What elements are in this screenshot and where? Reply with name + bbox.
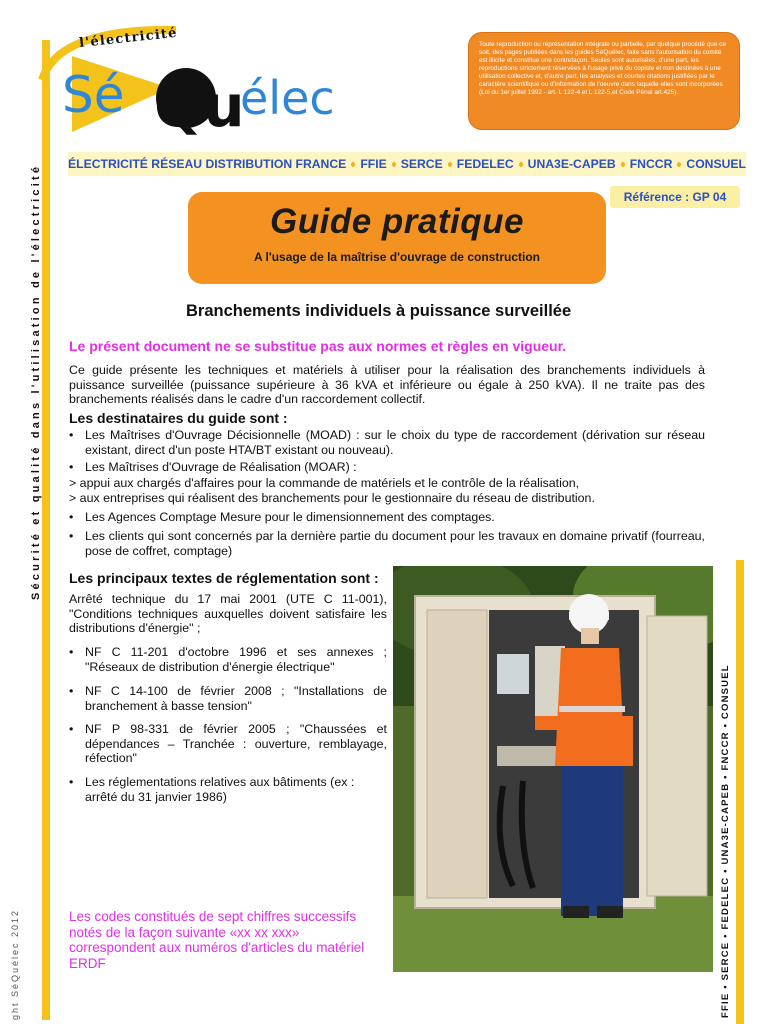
partner-separator-dot bbox=[392, 162, 396, 167]
sequelec-logo bbox=[58, 48, 358, 140]
reference-badge: Référence : GP 04 bbox=[610, 186, 740, 208]
partner-serce: SERCE bbox=[400, 157, 443, 171]
left-yellow-band bbox=[42, 40, 50, 1020]
bullet-icon: • bbox=[69, 529, 74, 543]
partner-separator-dot bbox=[448, 162, 452, 167]
bullet-icon: • bbox=[69, 428, 74, 442]
reglementation-intro: Arrêté technique du 17 mai 2001 (UTE C 11-001), "Conditions techniques auxquelles doivent satisfaire les distributions d'énergie" ; bbox=[69, 592, 387, 636]
guide-subtitle: A l'usage de la maîtrise d'ouvrage de construction bbox=[253, 250, 540, 264]
technician-photo bbox=[393, 566, 713, 972]
list-item-text: Les clients qui sont concernés par la dernière partie du document pour les travaux en domaine privatif (fourreau, pose de coffret, comptage) bbox=[85, 529, 705, 558]
copyright-notice: Toute reproduction ou représentation intégrale ou partielle, par quelque procédé que ce soit, des pages publiées dans les guides SéQuélec, faite sans l'autorisation du comité est illicite et constitue une contrefaçon. Seules sont autorisées, d'une part, les reproductions strictement réservées à l'usage privé du copiste et non destinées à une utilisation collective et, d'autre part, les analyses et courtes citations justifiées par le caractère scientifique ou d'information de l'oeuvre dans laquelle elles sont incorporées (Loi du 1er juillet 1992 - art. L 122-4 et L 122-5,et Code Pénal art.425). bbox=[468, 32, 740, 130]
list-item bbox=[69, 510, 705, 525]
partner-una3e-capeb: UNA3E-CAPEB bbox=[527, 157, 616, 171]
list-item bbox=[69, 529, 705, 558]
logo-word-se: Sé bbox=[62, 66, 125, 124]
partner-fnccr: FNCCR bbox=[629, 157, 673, 171]
partner-separator-dot bbox=[351, 162, 355, 167]
destinataires-heading: Les destinataires du guide sont : bbox=[69, 410, 288, 426]
partner-erdf: ÉLECTRICITÉ RÉSEAU DISTRIBUTION FRANCE bbox=[68, 157, 347, 171]
list-item bbox=[69, 775, 387, 804]
logo-word-qu: Qu bbox=[154, 72, 245, 140]
list-item bbox=[69, 722, 387, 766]
bullet-icon: • bbox=[69, 722, 74, 736]
partner-separator-dot bbox=[621, 162, 625, 167]
partner-separator-dot bbox=[519, 162, 523, 167]
partner-consuel: CONSUEL bbox=[686, 157, 746, 171]
guide-title: Guide pratique bbox=[270, 202, 524, 241]
partner-ffie: FFIE bbox=[360, 157, 387, 171]
list-item bbox=[69, 428, 705, 457]
sub-item: > aux entreprises qui réalisent des branchements pour le gestionnaire du réseau de distribution. bbox=[69, 491, 595, 505]
vertical-copyright: ght SéQuélec 2012 bbox=[10, 908, 20, 1020]
logo-word-elec: élec bbox=[240, 71, 335, 125]
list-item-text: NF C 11-201 d'octobre 1996 et ses annexes ; "Réseaux de distribution d'énergie électrique" bbox=[85, 645, 387, 674]
bullet-icon: • bbox=[69, 775, 74, 789]
list-item bbox=[69, 460, 705, 475]
sub-item: > appui aux chargés d'affaires pour la commande de matériels et le contrôle de la réalisation, bbox=[69, 476, 580, 490]
vertical-partners-strip: FFIE • SERCE • FEDELEC • UNA3E-CAPEB • FNCCR • CONSUEL bbox=[720, 664, 731, 1018]
vertical-tagline: Sécurité et qualité dans l'utilisation de l'électricité bbox=[30, 163, 42, 600]
reglementation-heading: Les principaux textes de réglementation sont : bbox=[69, 570, 379, 586]
list-item-text: Les réglementations relatives aux bâtiments (ex : arrêté du 31 janvier 1986) bbox=[85, 775, 355, 804]
bullet-icon: • bbox=[69, 460, 74, 474]
list-item-text: Les Maîtrises d'Ouvrage de Réalisation (MOAR) : bbox=[85, 460, 357, 474]
list-item-text: Les Maîtrises d'Ouvrage Décisionnelle (MOAD) : sur le choix du type de raccordement (dérivation sur réseau existant, direct d'un poste HTA/BT existant ou nouveau). bbox=[85, 428, 705, 457]
list-item-text: NF P 98-331 de février 2005 ; "Chaussées et dépendances – Tranchée : ouverture, remblayage, réfection" bbox=[85, 722, 387, 766]
list-item bbox=[69, 645, 387, 674]
bullet-icon: • bbox=[69, 510, 74, 524]
partners-bar bbox=[68, 152, 746, 176]
logo-top-text: l'électricité bbox=[78, 25, 179, 51]
bullet-icon: • bbox=[69, 645, 74, 659]
document-title: Branchements individuels à puissance surveillée bbox=[186, 302, 572, 320]
right-yellow-band bbox=[736, 560, 744, 1024]
bullet-icon: • bbox=[69, 684, 74, 698]
partner-fedelec: FEDELEC bbox=[456, 157, 514, 171]
intro-paragraph: Ce guide présente les techniques et matériels à utiliser pour la réalisation des branchements individuels à puissance surveillée (puissance supérieure à 36 kVA et inférieure ou égale à 250 kVA). Il ne traite pas des branchements réalisés dans le cadre d'un raccordement collectif. bbox=[69, 363, 705, 407]
warning-text: Le présent document ne se substitue pas aux normes et règles en vigueur. bbox=[69, 338, 567, 354]
guide-banner bbox=[188, 192, 606, 284]
list-item-text: NF C 14-100 de février 2008 ; "Installations de branchement à basse tension" bbox=[85, 684, 387, 713]
list-item bbox=[69, 684, 387, 713]
codes-note: Les codes constitués de sept chiffres successifs notés de la façon suivante «xx xx xxx» correspondent aux numéros d'articles du matériel ERDF bbox=[69, 909, 365, 971]
partner-separator-dot bbox=[677, 162, 681, 167]
list-item-text: Les Agences Comptage Mesure pour le dimensionnement des comptages. bbox=[85, 510, 495, 524]
